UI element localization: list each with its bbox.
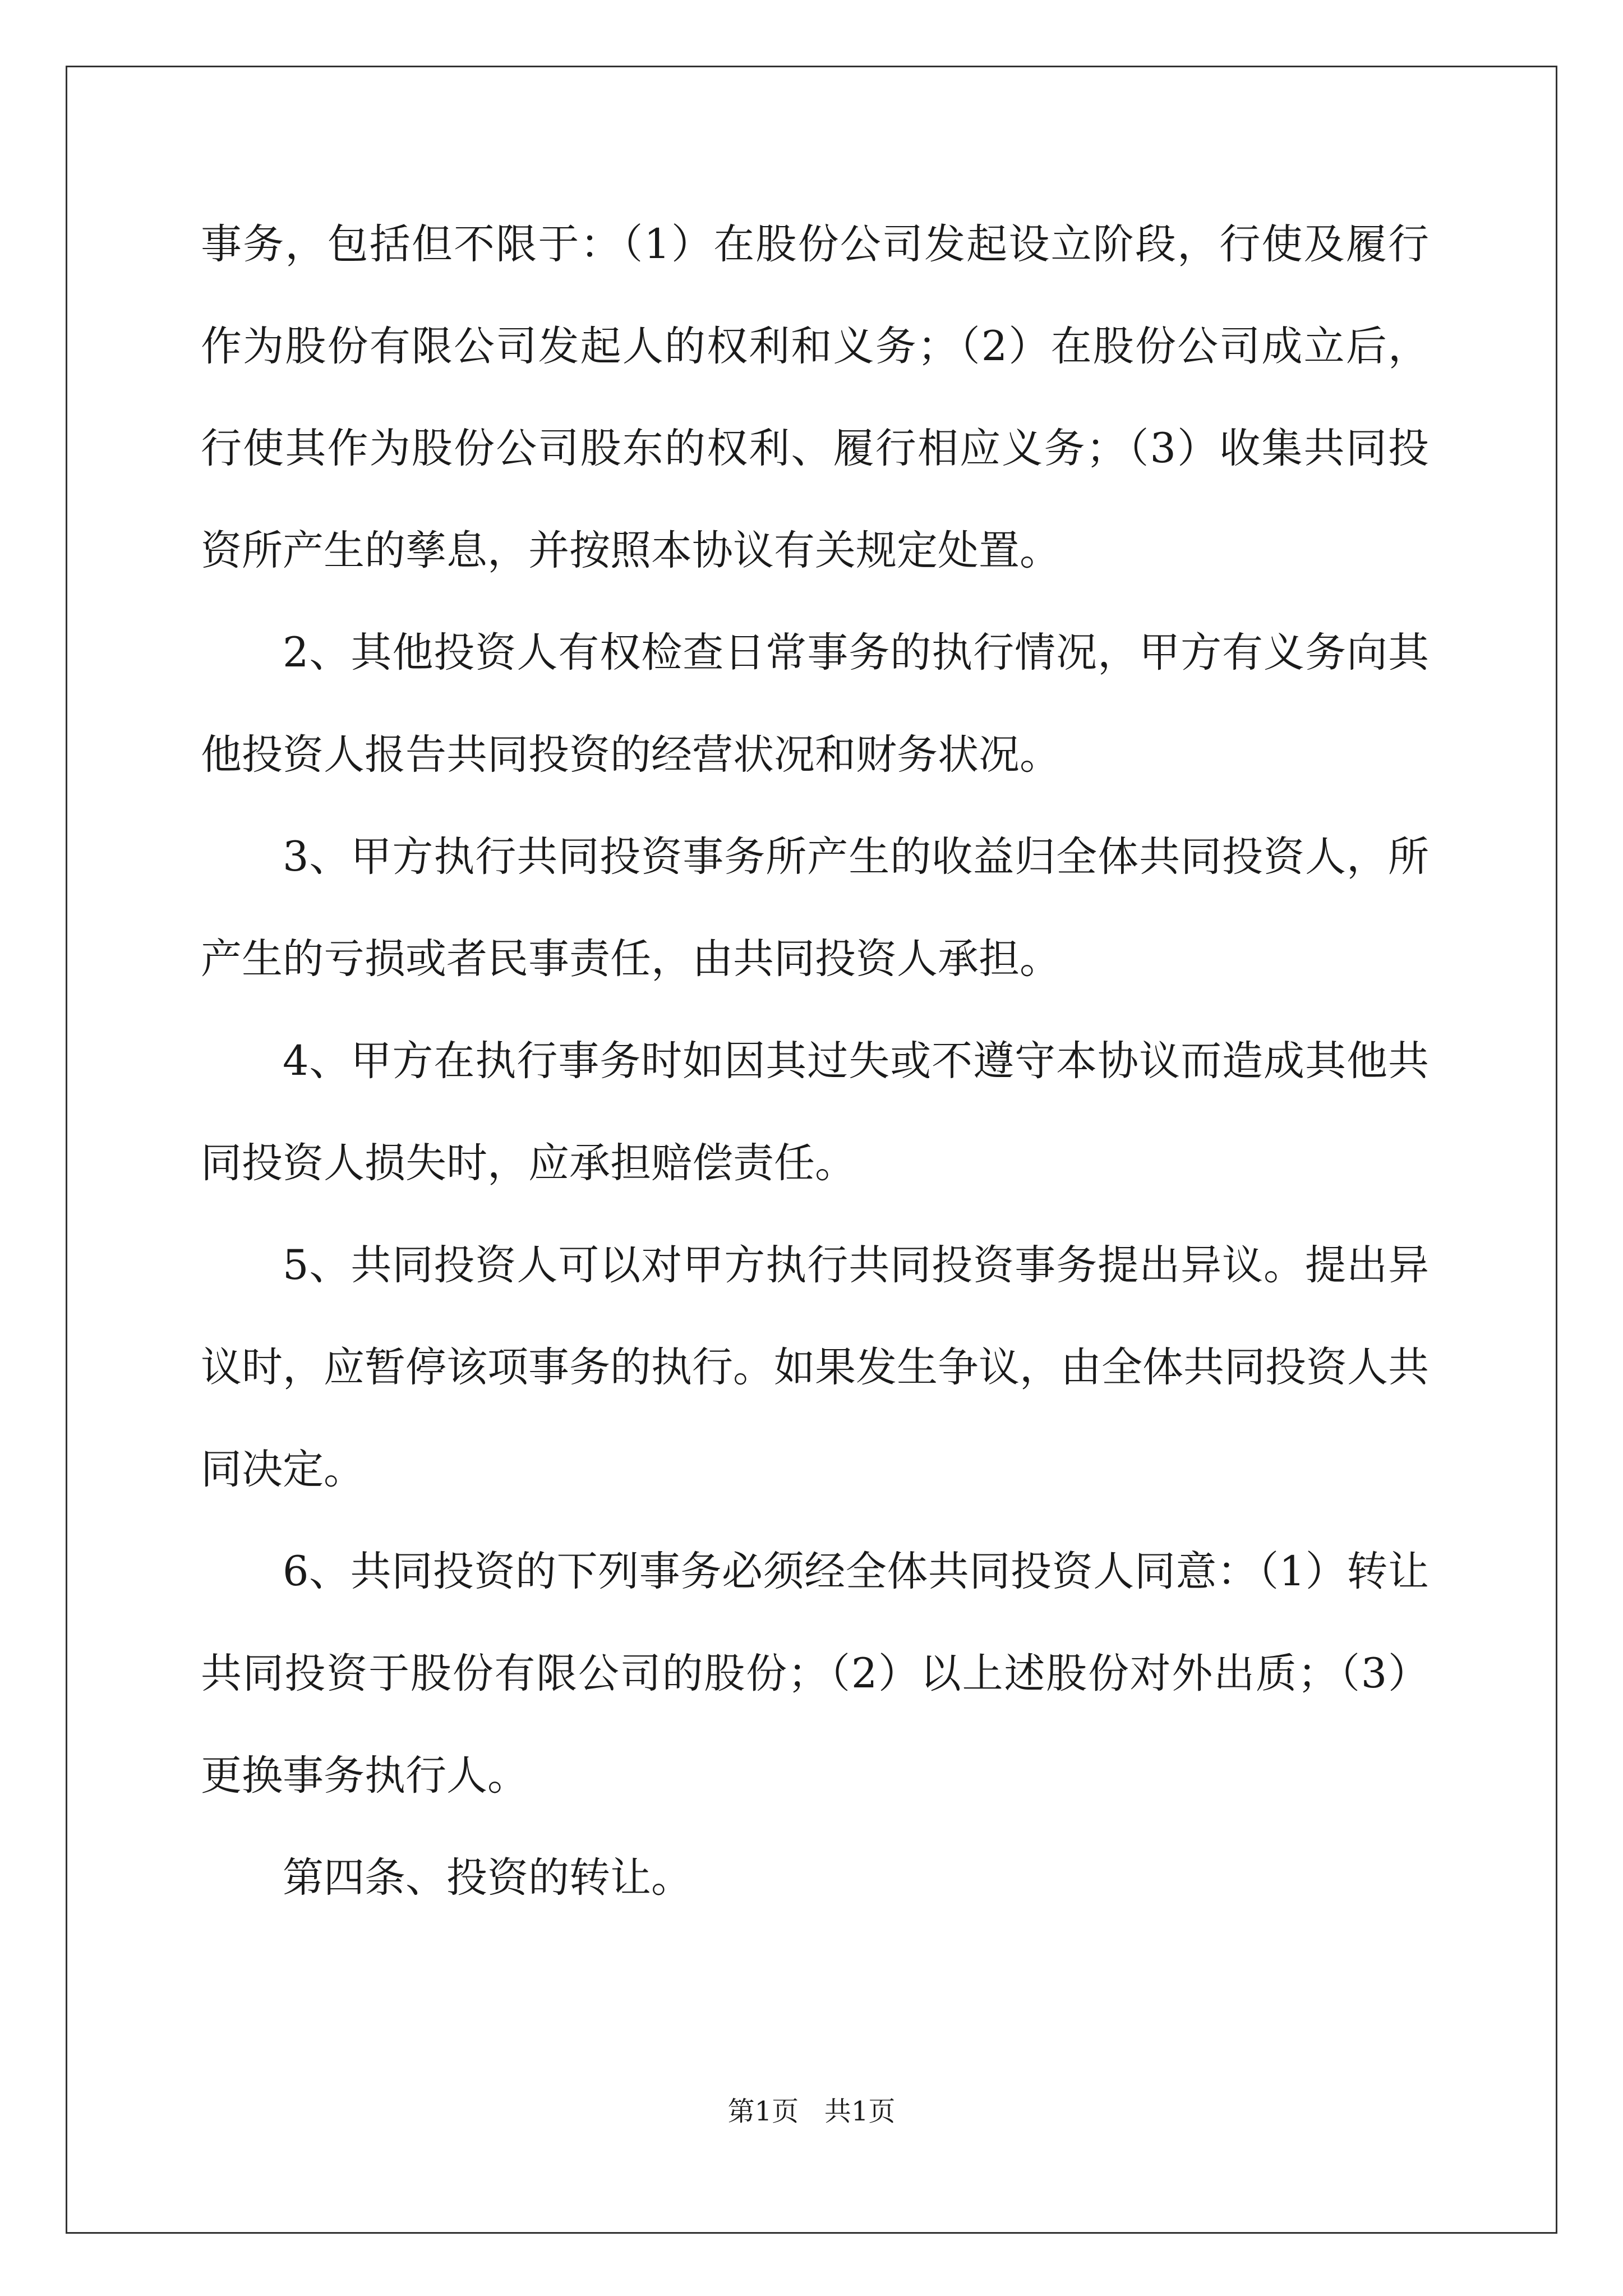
section-heading: 第四条、投资的转让。 (283, 1854, 692, 1902)
paragraph-6: 6、共同投资的下列事务必须经全体共同投资人同意：（1）转让共同投资于股份有限公司的股份；（2）以上述股份对外出质；（3）更换事务执行人。 (201, 1548, 1429, 1800)
paragraph-5: 5、共同投资人可以对甲方执行共同投资事务提出异议。提出异议时，应暂停该项事务的执行。如果发生争议，由全体共同投资人共同决定。 (201, 1241, 1429, 1493)
paragraph-1: 事务，包括但不限于：（1）在股份公司发起设立阶段，行使及履行作为股份有限公司发起人的权利和义务；（2）在股份公司成立后，行使其作为股份公司股东的权利、履行相应义务；（3）收集共同投资所产生的孳息，并按照本协议有关规定处置。 (201, 220, 1429, 574)
paragraph-3: 3、甲方执行共同投资事务所产生的收益归全体共同投资人，所产生的亏损或者民事责任，由共同投资人承担。 (201, 833, 1429, 983)
paragraph-4: 4、甲方在执行事务时如因其过失或不遵守本协议而造成其他共同投资人损失时，应承担赔偿责任。 (201, 1037, 1429, 1187)
page-number-footer: 第1页 共1页 (727, 2096, 896, 2127)
paragraph-2: 2、其他投资人有权检查日常事务的执行情况，甲方有义务向其他投资人报告共同投资的经营状况和财务状况。 (201, 629, 1429, 779)
document-body (201, 194, 1429, 1929)
